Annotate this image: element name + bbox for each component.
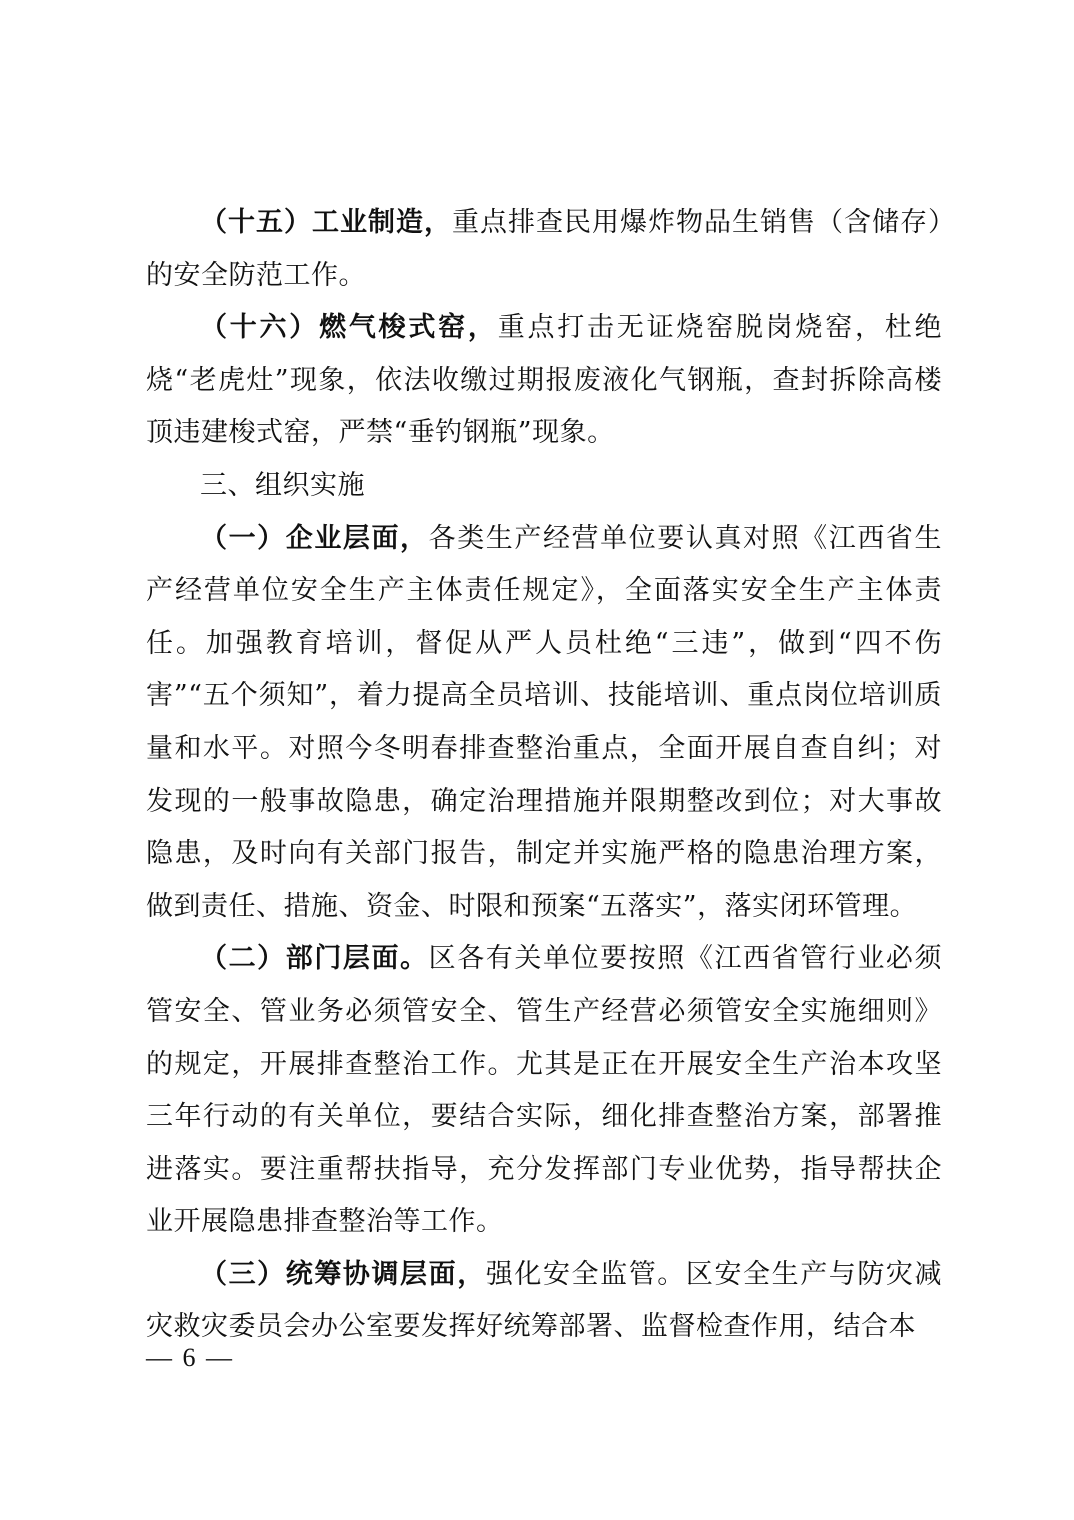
paragraph-body: 区各有关单位要按照《江西省管行业必须管安全、管业务必须管安全、管生产经营必须管安全实施细则》的规定，开展排查整治工作。尤其是正在开展安全生产治本攻坚三年行动的有关单位，要结合实际，细化排查整治方案，部署推进落实。要注重帮扶指导，充分发挥部门专业优势，指导帮扶企业开展隐患排查整治等工作。: [146, 943, 942, 1238]
paragraph-industrial-manufacturing: [146, 197, 942, 302]
paragraph-department-level: [146, 933, 942, 1249]
paragraph-coordination-level: [146, 1249, 942, 1354]
paragraph-body: 重点排查民用爆炸物品生销售（含储存）的安全防范工作。: [146, 207, 942, 291]
paragraph-gas-shuttle-kiln: [146, 302, 942, 460]
paragraph-lead: （二）部门层面。: [200, 943, 429, 975]
paragraph-body: 各类生产经营单位要认真对照《江西省生产经营单位安全生产主体责任规定》，全面落实安全生产主体责任。加强教育培训，督促从严人员杜绝“三违”，做到“四不伤害”“五个须知”，着力提高全员培训、技能培训、重点岗位培训质量和水平。对照今冬明春排查整治重点，全面开展自查自纠；对发现的一般事故隐患，确定治理措施并限期整改到位；对大事故隐患，及时向有关部门报告，制定并实施严格的隐患治理方案，做到责任、措施、资金、时限和预案“五落实”，落实闭环管理。: [146, 522, 942, 922]
paragraph-lead: （十五）工业制造，: [200, 207, 452, 238]
page-number: — 6 —: [146, 1343, 234, 1372]
paragraph-lead: （十六）燃气梭式窑，: [200, 312, 498, 344]
paragraph-lead: （三）统筹协调层面，: [200, 1258, 486, 1290]
paragraph-enterprise-level: [146, 513, 942, 934]
section-heading-organization: 三、组织实施: [200, 469, 365, 501]
paragraph-body: 强化安全监管。区安全生产与防灾减灾救灾委员会办公室要发挥好统筹部署、监督检查作用，结合本: [146, 1258, 943, 1343]
paragraph-lead: （一）企业层面，: [200, 522, 429, 554]
document-body: [146, 197, 942, 1354]
paragraph-body: 重点打击无证烧窑脱岗烧窑，杜绝烧“老虎灶”现象，依法收缴过期报废液化气钢瓶，查封拆除高楼顶违建梭式窑，严禁“垂钓钢瓶”现象。: [146, 312, 943, 449]
